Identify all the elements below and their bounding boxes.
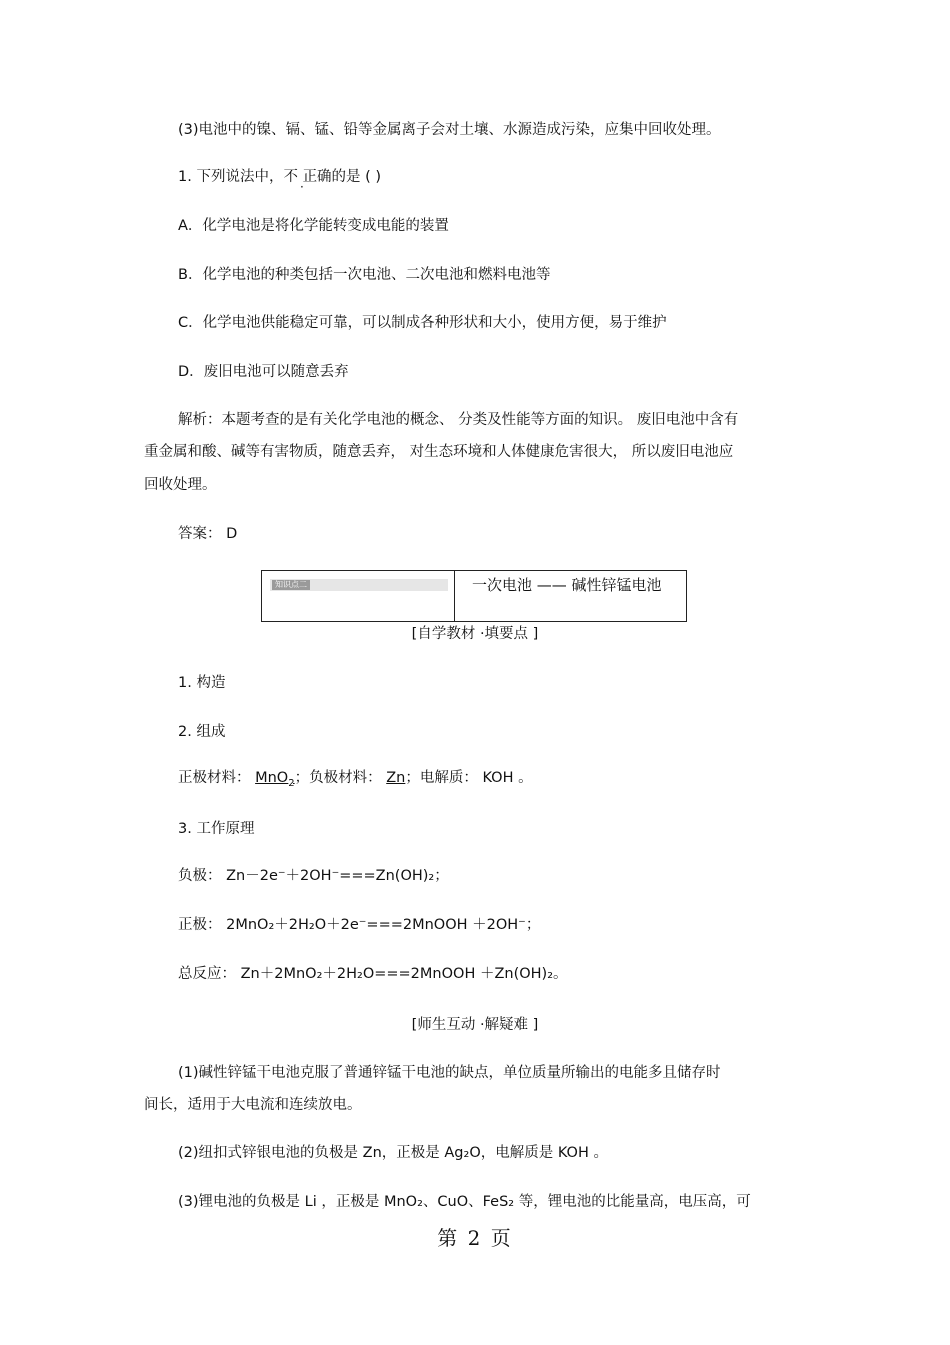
electrolyte-label: ；电解质： bbox=[405, 770, 478, 786]
section-badge-bar bbox=[270, 579, 448, 591]
section-badge-cell bbox=[262, 571, 455, 621]
composition-line bbox=[178, 768, 533, 788]
negative-material: Zn bbox=[386, 770, 406, 786]
item-composition: 2. 组成 bbox=[178, 724, 226, 740]
electrolyte-value: KOH 。 bbox=[482, 770, 533, 786]
option-a: A．化学电池是将化学能转变成电能的装置 bbox=[178, 218, 449, 234]
negative-electrode-equation: 负极： Zn－2e⁻＋2OH⁻===Zn(OH)₂； bbox=[178, 868, 449, 884]
analysis-line-1: 解析：本题考查的是有关化学电池的概念、 分类及性能等方面的知识。 废旧电池中含有 bbox=[178, 412, 739, 428]
analysis-line-2: 重金属和酸、碱等有害物质，随意丢弃， 对生态环境和人体健康危害很大， 所以废旧电池应 bbox=[144, 444, 734, 460]
answer: 答案： D bbox=[178, 526, 238, 542]
note-1-line-2: 间长，适用于大电流和连续放电。 bbox=[144, 1097, 362, 1113]
subheading-interaction: [师生互动 ·解疑难 ] bbox=[411, 1017, 539, 1033]
total-reaction-equation: 总反应： Zn＋2MnO₂＋2H₂O===2MnOOH ＋Zn(OH)₂。 bbox=[178, 966, 568, 982]
section-badge: 知识点二 bbox=[272, 580, 310, 590]
question-stem bbox=[178, 167, 381, 187]
item-structure: 1. 构造 bbox=[178, 675, 226, 691]
question-stem-b: 正确的是 ( ) bbox=[302, 169, 382, 185]
analysis-line-3: 回收处理。 bbox=[144, 477, 217, 493]
option-c: C．化学电池供能稳定可靠，可以制成各种形状和大小，使用方便，易于维护 bbox=[178, 315, 667, 331]
page-number: 第 2 页 bbox=[437, 1226, 513, 1250]
option-d: D．废旧电池可以随意丢弃 bbox=[178, 364, 349, 380]
negative-label: ；负极材料： bbox=[294, 770, 382, 786]
question-stem-a: 1. 下列说法中，不 bbox=[178, 169, 298, 185]
positive-electrode-equation: 正极： 2MnO₂＋2H₂O＋2e⁻===2MnOOH ＋2OH⁻； bbox=[178, 917, 541, 933]
positive-material: MnO$_2$ bbox=[255, 770, 295, 789]
section-title: 一次电池 —— 碱性锌锰电池 bbox=[472, 576, 662, 594]
emphasis-dot bbox=[298, 169, 303, 185]
section-header-box bbox=[261, 570, 687, 622]
item-working-principle: 3. 工作原理 bbox=[178, 821, 255, 837]
intro-paragraph: (3)电池中的镍、镉、锰、铅等金属离子会对土壤、水源造成污染，应集中回收处理。 bbox=[178, 122, 721, 138]
positive-label: 正极材料： bbox=[178, 770, 251, 786]
subheading-self-study: [自学教材 ·填要点 ] bbox=[411, 626, 539, 642]
note-3: (3)锂电池的负极是 Li ，正极是 MnO₂、CuO、FeS₂ 等，锂电池的比能量高，电压高，可 bbox=[178, 1194, 751, 1210]
note-2: (2)纽扣式锌银电池的负极是 Zn，正极是 Ag₂O，电解质是 KOH 。 bbox=[178, 1145, 608, 1161]
option-b: B．化学电池的种类包括一次电池、二次电池和燃料电池等 bbox=[178, 267, 551, 283]
note-1-line-1: (1)碱性锌锰干电池克服了普通锌锰干电池的缺点，单位质量所输出的电能多且储存时 bbox=[178, 1065, 721, 1081]
